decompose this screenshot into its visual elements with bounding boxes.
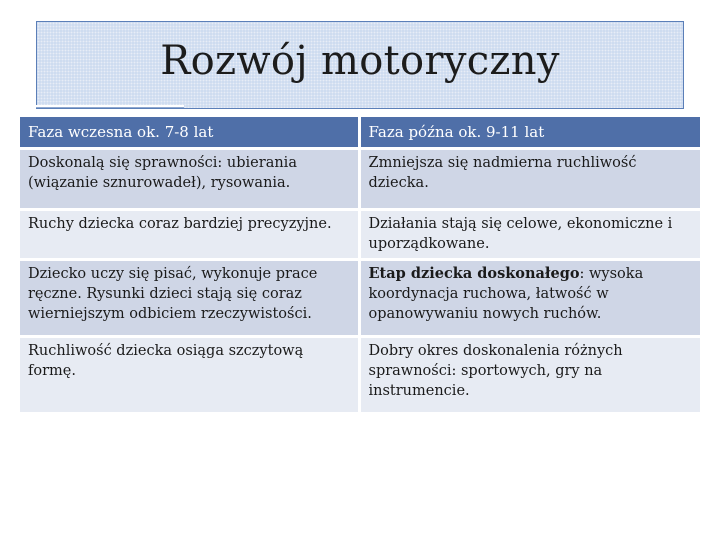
cell-late-text: : wysoka koordynacja ruchowa, łatwość w opanowywaniu nowych ruchów. — [368, 266, 644, 322]
table-row — [20, 210, 700, 260]
title-decoration-line — [36, 105, 184, 108]
slide-title: Rozwój motoryczny — [160, 38, 560, 84]
cell-late — [359, 260, 700, 337]
cell-late: Działania stają się celowe, ekonomiczne i uporządkowane. — [359, 210, 700, 260]
slide-title-box — [36, 21, 684, 109]
table-row — [20, 337, 700, 414]
cell-early: Doskonalą się sprawności: ubierania (wiązanie sznurowadeł), rysowania. — [20, 149, 359, 210]
header-early-phase: Faza wczesna ok. 7-8 lat — [20, 117, 359, 149]
table-row — [20, 149, 700, 210]
cell-early: Ruchy dziecka coraz bardziej precyzyjne. — [20, 210, 359, 260]
cell-early: Ruchliwość dziecka osiąga szczytową formę. — [20, 337, 359, 414]
cell-early: Dziecko uczy się pisać, wykonuje prace ręczne. Rysunki dzieci stają się coraz wierniejszym odbiciem rzeczywistości. — [20, 260, 359, 337]
cell-late: Dobry okres doskonalenia różnych sprawności: sportowych, gry na instrumencie. — [359, 337, 700, 414]
development-stages-table — [20, 117, 700, 415]
highlight-stage-label: Etap dziecka doskonałego — [368, 265, 580, 282]
header-late-phase: Faza późna ok. 9-11 lat — [359, 117, 700, 149]
cell-late: Zmniejsza się nadmierna ruchliwość dziecka. — [359, 149, 700, 210]
table-header-row — [20, 117, 700, 149]
table-row — [20, 260, 700, 337]
